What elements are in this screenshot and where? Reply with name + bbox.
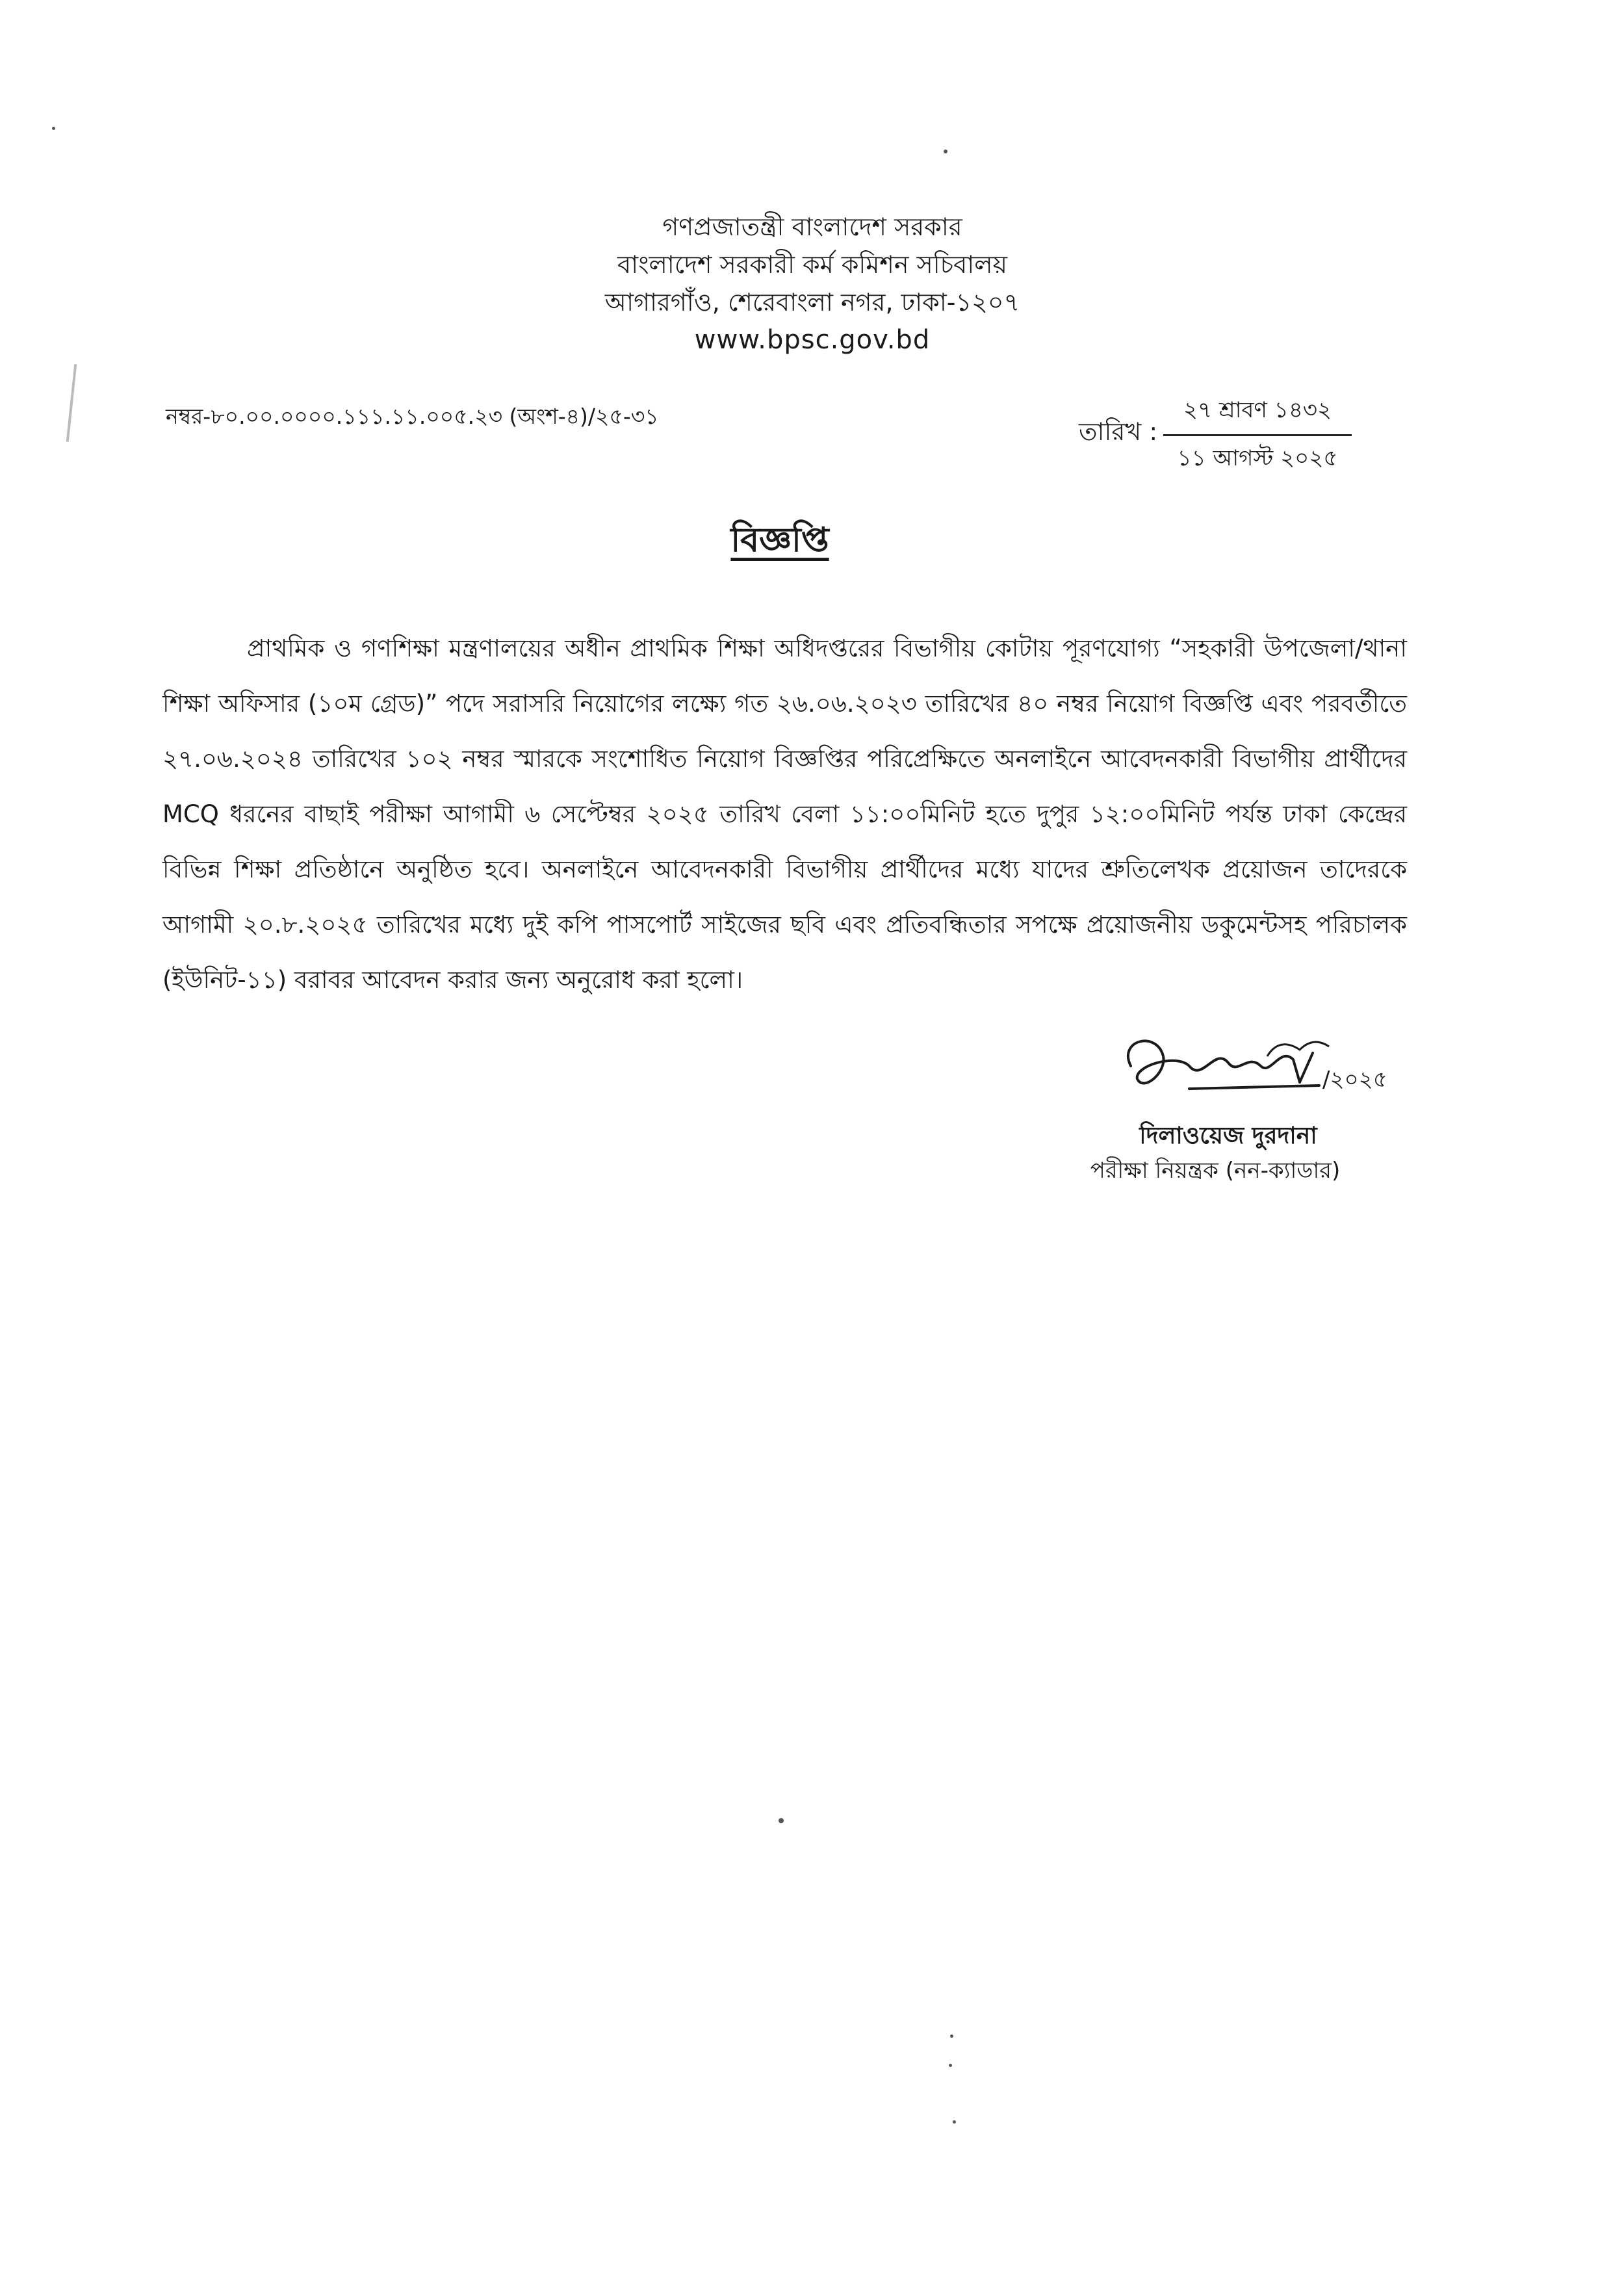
- signatory-name: দিলাওয়েজ দুরদানা: [1139, 1123, 1317, 1149]
- handwritten-signature: [1105, 1027, 1391, 1112]
- scan-speck: [944, 150, 947, 153]
- scan-speck: [953, 2120, 956, 2124]
- memo-number: নম্বর-৮০.০০.০০০০.১১১.১১.০০৫.২৩ (অংশ-৪)/২৫-৩১: [166, 404, 659, 429]
- scan-speck: [52, 127, 55, 130]
- notice-body: প্রাথমিক ও গণশিক্ষা মন্ত্রণালয়ের অধীন প্রাথমিক শিক্ষা অধিদপ্তরের বিভাগীয় কোটায় পূরণযোগ্য “সহকারী উপজেলা/থানা শিক্ষা অফিসার (১০ম গ্রেড)” পদে সরাসরি নিয়োগের লক্ষ্যে গত ২৬.০৬.২০২৩ তারিখের ৪০ নম্বর নিয়োগ বিজ্ঞপ্তি এবং পরবর্তীতে ২৭.০৬.২০২৪ তারিখের ১০২ নম্বর স্মারকে সংশোধিত নিয়োগ বিজ্ঞপ্তির পরিপ্রেক্ষিতে অনলাইনে আবেদনকারী বিভাগীয় প্রার্থীদের MCQ ধরনের বাছাই পরীক্ষা আগামী ৬ সেপ্টেম্বর ২০২৫ তারিখ বেলা ১১:০০মিনিট হতে দুপুর ১২:০০মিনিট পর্যন্ত ঢাকা কেন্দ্রের বিভিন্ন শিক্ষা প্রতিষ্ঠানে অনুষ্ঠিত হবে। অনলাইনে আবেদনকারী বিভাগীয় প্রার্থীদের মধ্যে যাদের শ্রুতিলেখক প্রয়োজন তাদেরকে আগামী ২০.৮.২০২৫ তারিখের মধ্যে দুই কপি পাসপোর্ট সাইজের ছবি এবং প্রতিবন্ধিতার সপক্ষে প্রয়োজনীয় ডকুমেন্টসহ পরিচালক (ইউনিট-১১) বরাবর আবেদন করার জন্য অনুরোধ করা হলো।: [162, 634, 1407, 994]
- date-values: [1163, 393, 1352, 478]
- notice-title: বিজ্ঞপ্তি: [730, 521, 829, 560]
- website: www.bpsc.gov.bd: [694, 325, 931, 355]
- scan-artifact: [66, 364, 77, 442]
- scan-speck: [950, 2034, 953, 2038]
- svg-text:/২০২৫: /২০২৫: [1322, 1067, 1387, 1093]
- signatory-designation: পরীক্ষা নিয়ন্ত্রক (নন-ক্যাডার): [1090, 1158, 1341, 1184]
- scan-speck: [779, 1818, 784, 1823]
- date-english: ১১ আগস্ট ২০২৫: [1177, 445, 1338, 471]
- date-label: তারিখ :: [1079, 417, 1158, 446]
- office-address: আগারগাঁও, শেরেবাংলা নগর, ঢাকা-১২০৭: [604, 288, 1020, 317]
- date-bangla: ২৭ শ্রাবণ ১৪৩২: [1163, 393, 1352, 436]
- office-name: বাংলাদেশ সরকারী কর্ম কমিশন সচিবালয়: [617, 250, 1008, 279]
- letterhead: [455, 208, 1170, 359]
- scan-speck: [949, 2064, 952, 2067]
- government-name: গণপ্রজাতন্ত্রী বাংলাদেশ সরকার: [662, 213, 962, 241]
